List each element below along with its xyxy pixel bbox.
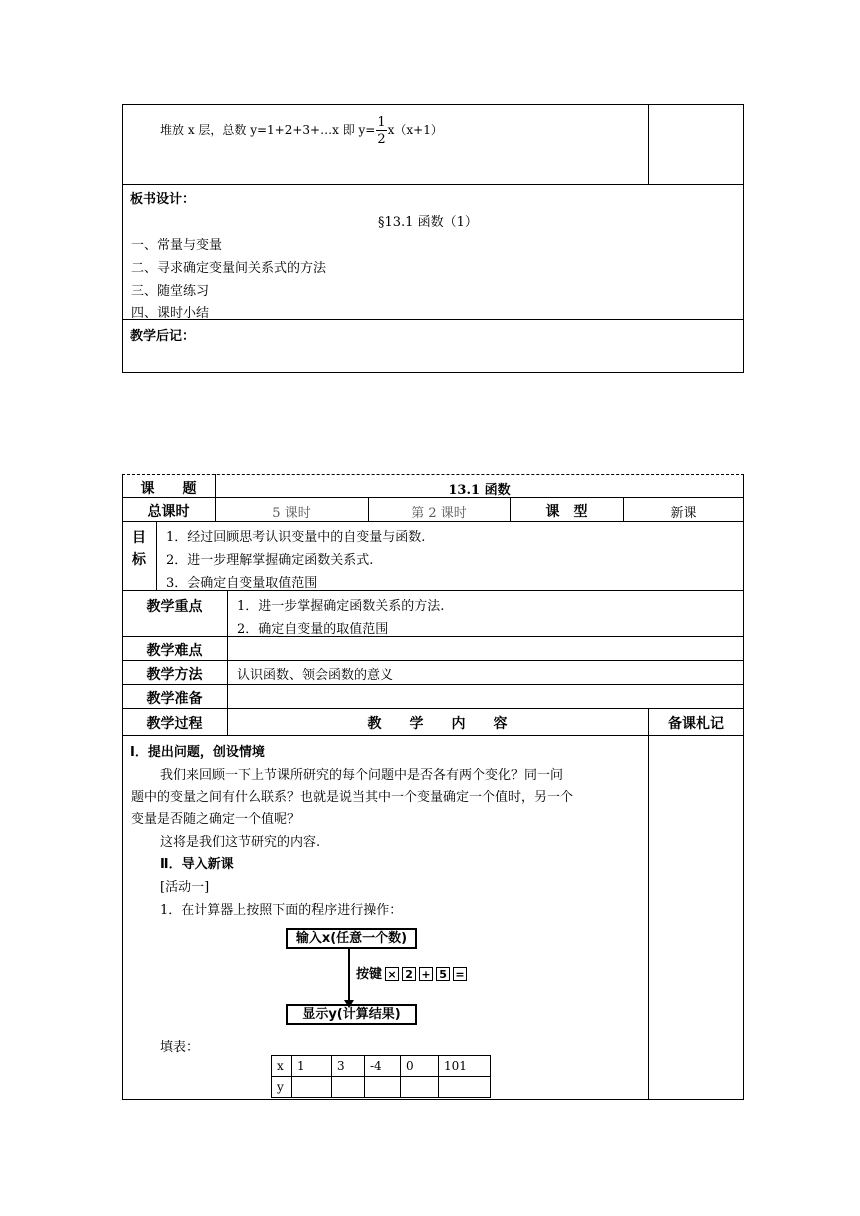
top-table-row-divider-1 <box>122 184 744 185</box>
process-label: 教学过程 <box>146 716 203 732</box>
para2: 这将是我们这节研究的内容. <box>160 835 321 850</box>
method-value: 认识函数、领会函数的意义 <box>237 668 394 683</box>
flow-output-box: 显示y(计算结果) <box>286 1004 417 1025</box>
type-value: 新课 <box>670 506 697 521</box>
lesson-hline-2 <box>122 521 744 522</box>
key-two: 2 <box>402 967 416 981</box>
fill-table-cell: 0 <box>401 1056 439 1077</box>
board-design-label: 板书设计： <box>130 192 196 207</box>
section2-title: Ⅱ．导入新课 <box>160 857 234 872</box>
notes-label: 备课札记 <box>668 716 724 732</box>
type-label: 课 型 <box>545 504 588 520</box>
key-plus: + <box>419 967 433 981</box>
flow-arrow-line <box>348 949 350 1003</box>
fill-table <box>271 1055 491 1098</box>
key-point-2: 2．确定自变量的取值范围 <box>237 622 389 637</box>
fill-table-cell[interactable] <box>292 1077 332 1098</box>
fill-table-cell[interactable] <box>332 1077 365 1098</box>
fill-table-cell[interactable] <box>401 1077 439 1098</box>
stack-formula-fraction: $\frac{1}{2}$ <box>377 114 386 147</box>
section1-title: Ⅰ．提出问题，创设情境 <box>130 745 265 760</box>
goal-label-1: 目 <box>132 530 146 546</box>
goal-item-3: 3．会确定自变量取值范围 <box>166 576 318 591</box>
key-five: 5 <box>436 967 450 981</box>
lesson-hline-8 <box>122 735 744 736</box>
lesson-hline-7 <box>122 708 744 709</box>
fill-table-cell: 101 <box>439 1056 491 1077</box>
fill-table-row-y <box>272 1077 491 1098</box>
total-hours-value: 5 课时 <box>272 506 311 521</box>
fill-table-x-label: x <box>272 1056 292 1077</box>
board-title: §13.1 函数（1） <box>378 215 478 230</box>
activity-title: [活动一] <box>160 880 210 895</box>
goal-item-2: 2．进一步理解掌握确定函数关系式. <box>166 553 374 568</box>
flow-keys <box>356 963 467 982</box>
goal-label-2: 标 <box>132 552 146 568</box>
step1-text: 1．在计算器上按照下面的程序进行操作： <box>160 903 403 918</box>
lesson-hline-4 <box>122 636 744 637</box>
topic-value: 13.1 函数 <box>448 483 511 498</box>
afterword-label: 教学后记： <box>130 329 196 344</box>
para1-line2: 题中的变量之间有什么联系？也就是说当其中一个变量确定一个值时，另一个 <box>131 790 574 805</box>
para1-line1: 我们来回顾一下上节课所研究的每个问题中是否各有两个变化？同一问 <box>160 768 564 783</box>
total-hours-label: 总课时 <box>147 504 190 520</box>
stack-formula-prefix: 堆放 x 层，总数 y=1+2+3+…x 即 y= <box>160 123 376 137</box>
topic-label: 课 题 <box>140 481 197 497</box>
flow-input-box: 输入x(任意一个数) <box>286 928 417 949</box>
goal-item-1: 1．经过回顾思考认识变量中的自变量与函数. <box>166 530 426 545</box>
key-multiply: × <box>385 967 399 981</box>
stack-formula-suffix: x（x+1） <box>387 123 443 137</box>
para1-line3: 变量是否随之确定一个值呢？ <box>131 812 301 827</box>
flow-keys-label: 按键 <box>356 967 383 982</box>
top-table-notes-divider <box>648 104 649 184</box>
fill-table-row-x <box>272 1056 491 1077</box>
prep-label: 教学准备 <box>146 691 203 707</box>
fill-table-cell[interactable] <box>365 1077 401 1098</box>
top-table-row-divider-2 <box>122 319 744 320</box>
board-item-2: 二、寻求确定变量间关系式的方法 <box>131 261 327 276</box>
lesson-hline-6 <box>122 684 744 685</box>
lesson-hline-5 <box>122 660 744 661</box>
fill-table-cell: 1 <box>292 1056 332 1077</box>
current-hour: 第 2 课时 <box>411 506 467 521</box>
fill-table-cell: 3 <box>332 1056 365 1077</box>
fill-table-cell: -4 <box>365 1056 401 1077</box>
stack-formula-line <box>160 110 443 150</box>
method-label: 教学方法 <box>146 667 203 683</box>
lesson-vline-notes <box>648 708 649 1100</box>
board-item-3: 三、随堂练习 <box>131 284 210 299</box>
key-equals: = <box>453 967 467 981</box>
fill-table-cell[interactable] <box>439 1077 491 1098</box>
lesson-vline-goal <box>156 521 157 590</box>
key-point-1: 1．进一步掌握确定函数关系的方法. <box>237 599 445 614</box>
fill-table-label: 填表： <box>160 1040 200 1055</box>
content-label: 教 学 内 容 <box>367 716 508 732</box>
difficulty-label: 教学难点 <box>146 643 203 659</box>
key-points-label: 教学重点 <box>146 599 203 615</box>
board-item-4: 四、课时小结 <box>131 306 210 321</box>
fill-table-y-label: y <box>272 1077 292 1098</box>
board-item-1: 一、常量与变量 <box>131 238 223 253</box>
